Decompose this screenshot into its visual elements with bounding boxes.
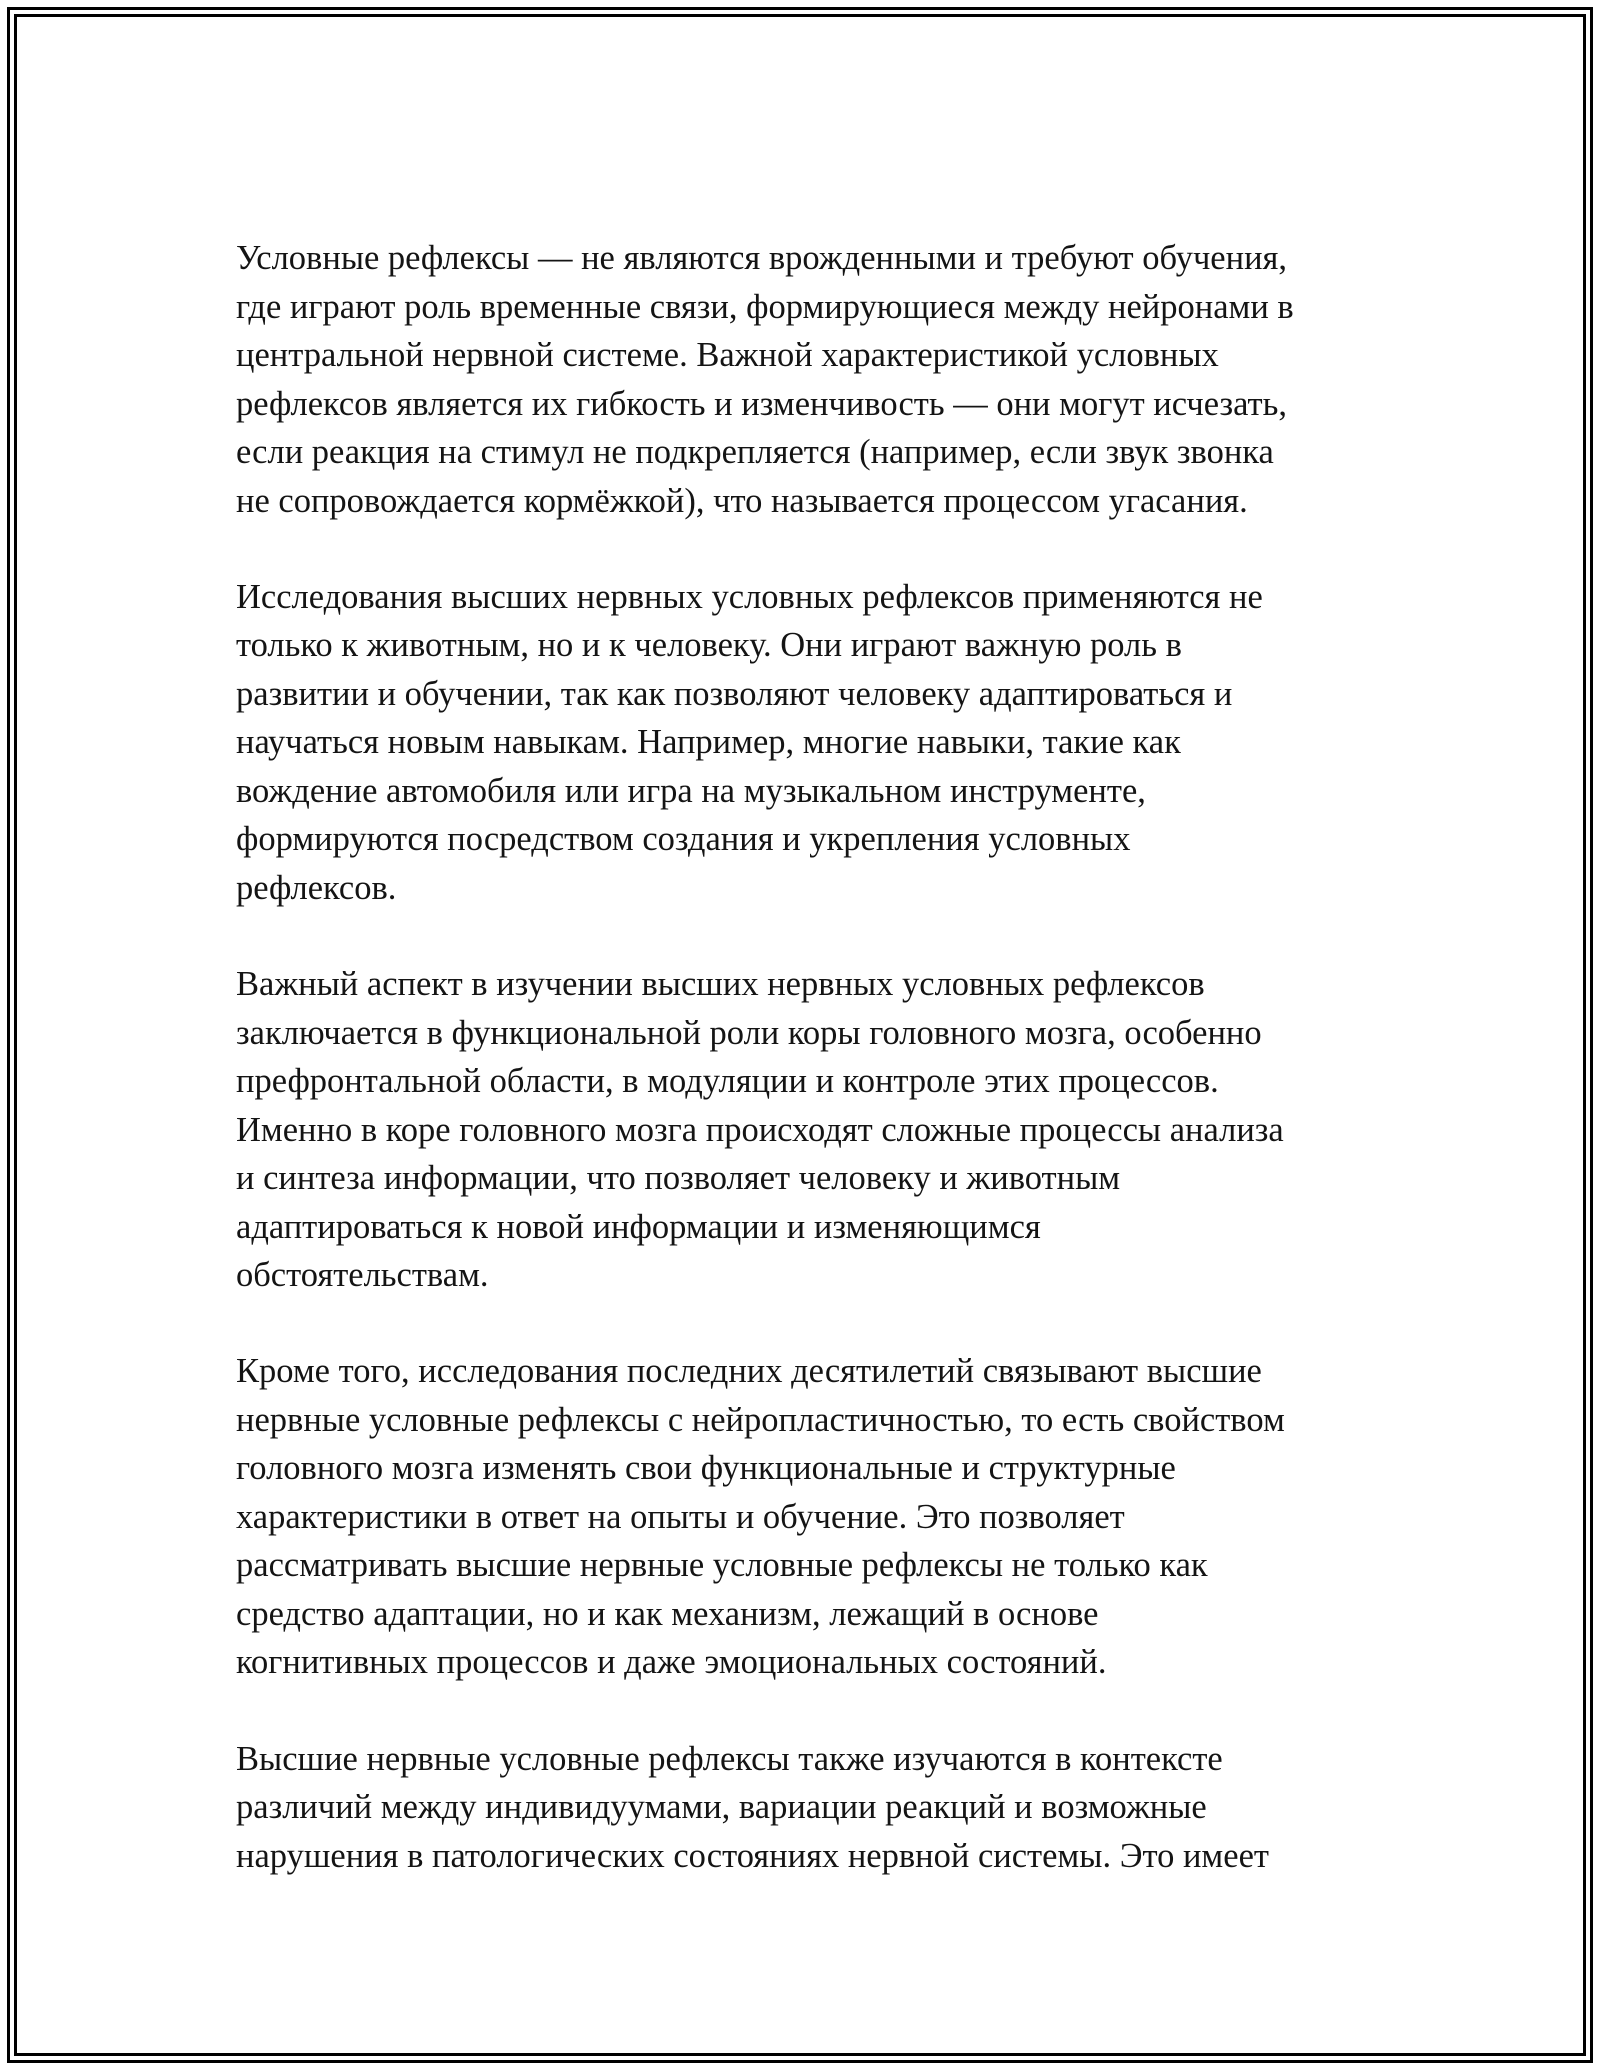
text-line: нервные условные рефлексы с нейропластичностью, то есть свойством xyxy=(236,1401,1285,1439)
text-line: центральной нервной системе. Важной характеристикой условных xyxy=(236,336,1219,374)
text-line: Условные рефлексы — не являются врожденными и требуют обучения, xyxy=(236,239,1288,277)
text-line: различий между индивидуумами, вариации реакций и возможные xyxy=(236,1788,1207,1826)
text-line: если реакция на стимул не подкрепляется (например, если звук звонка xyxy=(236,433,1274,471)
text-line: развитии и обучении, так как позволяют человеку адаптироваться и xyxy=(236,675,1233,713)
text-line: нарушения в патологических состояниях нервной системы. Это имеет xyxy=(236,1837,1269,1875)
text-line: средство адаптации, но и как механизм, лежащий в основе xyxy=(236,1595,1099,1633)
text-line: рассматривать высшие нервные условные рефлексы не только как xyxy=(236,1546,1208,1584)
text-line: рефлексов. xyxy=(236,869,397,907)
text-line: Кроме того, исследования последних десятилетий связывают высшие xyxy=(236,1352,1262,1390)
text-line: не сопровождается кормёжкой), что называется процессом угасания. xyxy=(236,482,1248,520)
text-line: адаптироваться к новой информации и изменяющимся xyxy=(236,1208,1041,1246)
text-line: и синтеза информации, что позволяет человеку и животным xyxy=(236,1159,1121,1197)
text-line: обстоятельствам. xyxy=(236,1256,489,1294)
text-line: характеристики в ответ на опыты и обучение. Это позволяет xyxy=(236,1498,1125,1536)
text-line: Именно в коре головного мозга происходят сложные процессы анализа xyxy=(236,1111,1284,1149)
text-line: рефлексов является их гибкость и изменчивость — они могут исчезать, xyxy=(236,385,1287,423)
text-line: Высшие нервные условные рефлексы также изучаются в контексте xyxy=(236,1740,1223,1778)
text-line: префронтальной области, в модуляции и контроле этих процессов. xyxy=(236,1062,1219,1100)
text-line: научаться новым навыкам. Например, многие навыки, такие как xyxy=(236,723,1181,761)
text-line: вождение автомобиля или игра на музыкальном инструменте, xyxy=(236,772,1146,810)
text-line: где играют роль временные связи, формирующиеся между нейронами в xyxy=(236,288,1294,326)
text-line: Исследования высших нервных условных рефлексов применяются не xyxy=(236,578,1263,616)
text-line: формируются посредством создания и укрепления условных xyxy=(236,820,1131,858)
text-line: когнитивных процессов и даже эмоциональных состояний. xyxy=(236,1643,1107,1681)
text-line: только к животным, но и к человеку. Они играют важную роль в xyxy=(236,626,1182,664)
text-line: головного мозга изменять свои функциональные и структурные xyxy=(236,1449,1176,1487)
text-line: заключается в функциональной роли коры головного мозга, особенно xyxy=(236,1014,1262,1052)
text-line: Важный аспект в изучении высших нервных условных рефлексов xyxy=(236,965,1205,1003)
